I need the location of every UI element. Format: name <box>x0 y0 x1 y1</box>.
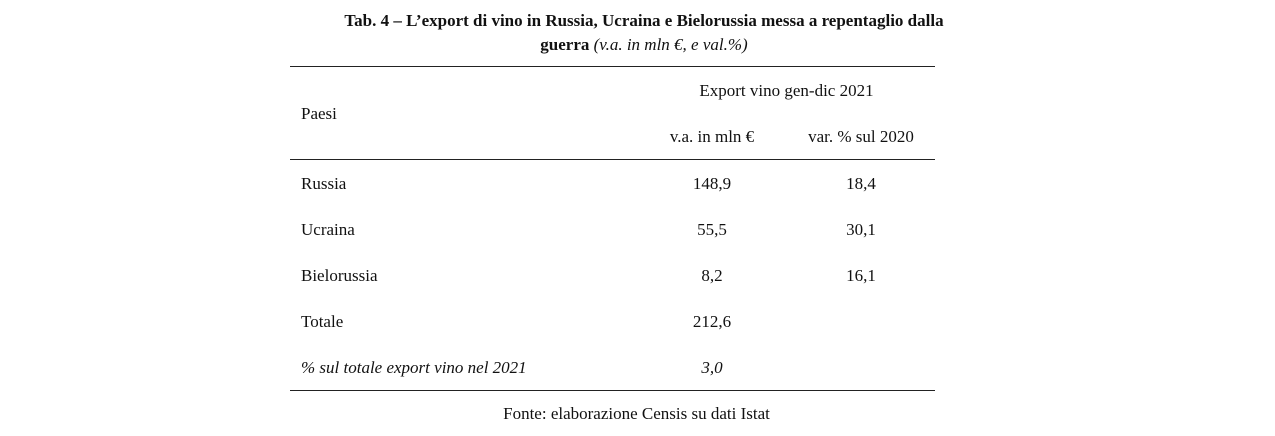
row-russia-var: 18,4 <box>846 174 876 193</box>
row-share-va: 3,0 <box>701 358 723 377</box>
row-russia-va: 148,9 <box>692 174 732 193</box>
row-ucraina-name: Ucraina <box>301 220 355 239</box>
row-ucraina-va: 55,5 <box>697 220 727 239</box>
table-title-bold-word: guerra <box>540 35 590 54</box>
row-totale-va: 212,6 <box>692 312 732 331</box>
table-title-line2 <box>0 33 1275 57</box>
header-group: Export vino gen-dic 2021 <box>699 81 874 100</box>
source-note: Fonte: elaborazione Censis su dati Istat <box>503 404 770 423</box>
row-ucraina-var: 30,1 <box>846 220 876 239</box>
row-bielorussia-va: 8,2 <box>701 266 723 285</box>
row-bielorussia-name: Bielorussia <box>301 266 378 285</box>
header-va: v.a. in mln € <box>669 127 755 146</box>
top-rule <box>290 66 935 67</box>
table-title-units: (v.a. in mln €, e val.%) <box>593 35 748 54</box>
table-title <box>0 9 1275 57</box>
bottom-rule <box>290 390 935 391</box>
header-rule <box>290 159 935 160</box>
header-paesi: Paesi <box>301 104 337 123</box>
row-totale-name: Totale <box>301 312 344 331</box>
row-bielorussia-var: 16,1 <box>846 266 876 285</box>
header-var: var. % sul 2020 <box>808 127 914 146</box>
table-title-line1: Tab. 4 – L’export di vino in Russia, Ucraina e Bielorussia messa a repentaglio dalla <box>344 11 944 30</box>
row-share-name: % sul totale export vino nel 2021 <box>301 358 527 377</box>
row-russia-name: Russia <box>301 174 347 193</box>
